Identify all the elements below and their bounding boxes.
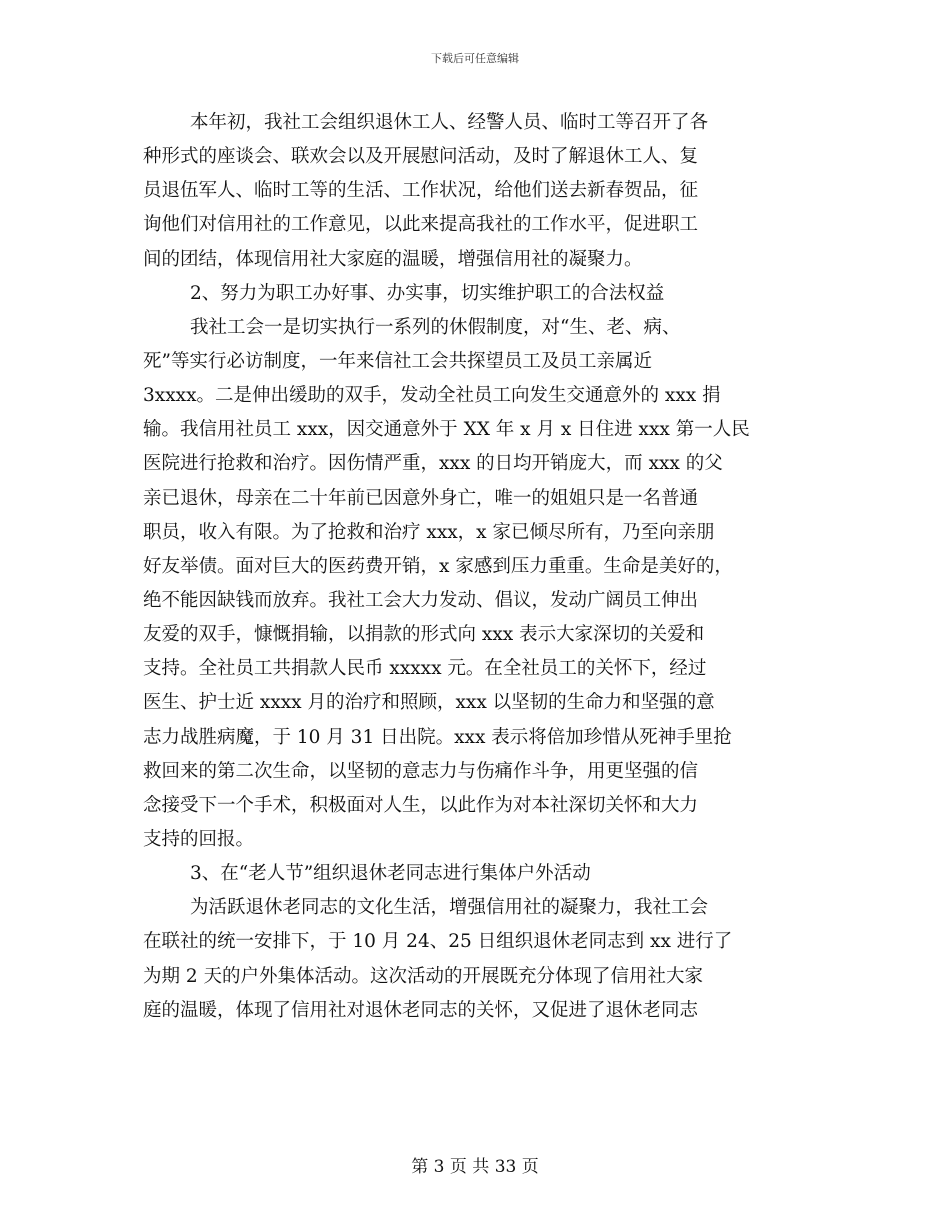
- paragraph-line: 在联社的统一安排下，于 10 月 24、25 日组织退休老同志到 xx 进行了: [143, 931, 733, 953]
- paragraph-line: 医生、护士近 xxxx 月的治疗和照顾，xxx 以坚韧的生命力和坚强的意: [143, 692, 715, 714]
- paragraph-line: 询他们对信用社的工作意见，以此来提高我社的工作水平，促进职工: [143, 214, 699, 236]
- document-body: [143, 106, 808, 1028]
- section-heading: 3、在“老人节”组织退休老同志进行集体户外活动: [190, 863, 591, 885]
- paragraph-line: 本年初，我社工会组织退休工人、经警人员、临时工等召开了各: [190, 112, 709, 133]
- paragraph-line: 支持。全社员工共捐款人民币 xxxxx 元。在全社员工的关怀下，经过: [143, 658, 707, 680]
- paragraph-line: 为活跃退休老同志的文化生活，增强信用社的凝聚力，我社工会: [190, 897, 709, 919]
- paragraph-line: 员退伍军人、临时工等的生活、工作状况，给他们送去新春贺品，征: [143, 180, 699, 202]
- paragraph-line: 庭的温暖，体现了信用社对退休老同志的关怀，又促进了退休老同志: [143, 999, 699, 1021]
- paragraph-line: 绝不能因缺钱而放弃。我社工会大力发动、倡议，发动广阔员工伸出: [143, 589, 699, 611]
- paragraph-line: 念接受下一个手术，积极面对人生，以此作为对本社深切关怀和大力: [143, 794, 699, 816]
- paragraph-line: 我社工会一是切实执行一系列的休假制度，对“生、老、病、: [190, 316, 681, 338]
- paragraph-line: 救回来的第二次生命，以坚韧的意志力与伤痛作斗争，用更坚强的信: [143, 760, 699, 782]
- page-header: 下载后可任意编辑: [431, 52, 519, 65]
- paragraph-line: 好友举债。面对巨大的医药费开销，x 家感到压力重重。生命是美好的，: [143, 555, 733, 577]
- paragraph-line: 种形式的座谈会、联欢会以及开展慰问活动，及时了解退休工人、复: [143, 146, 699, 168]
- paragraph-line: 输。我信用社员工 xxx，因交通意外于 XX 年 x 月 x 日住进 xxx 第一人民: [143, 419, 750, 441]
- paragraph-line: 支持的回报。: [143, 828, 255, 850]
- section-heading: 2、努力为职工办好事、办实事，切实维护职工的合法权益: [190, 282, 665, 304]
- paragraph-line: 友爱的双手，慷慨捐输，以捐款的形式向 xxx 表示大家深切的关爱和: [143, 624, 705, 646]
- paragraph-line: 医院进行抢救和治疗。因伤情严重，xxx 的日均开销庞大，而 xxx 的父: [143, 453, 723, 475]
- paragraph-line: 死”等实行必访制度，一年来信社工会共探望员工及员工亲属近: [143, 350, 652, 372]
- paragraph-line: 亲已退休，母亲在二十年前已因意外身亡，唯一的姐姐只是一名普通: [143, 487, 699, 509]
- paragraph-line: 职员，收入有限。为了抢救和治疗 xxx，x 家已倾尽所有，乃至向亲朋: [143, 521, 715, 543]
- paragraph-line: 志力战胜病魔，于 10 月 31 日出院。xxx 表示将倍加珍惜从死神手里抢: [143, 726, 732, 748]
- paragraph-line: 间的团结，体现信用社大家庭的温暖，增强信用社的凝聚力。: [143, 248, 643, 270]
- page-footer: 第 3 页 共 33 页: [411, 1157, 539, 1177]
- paragraph-line: 3xxxx。二是伸出缓助的双手，发动全社员工向发生交通意外的 xxx 捐: [143, 385, 721, 407]
- paragraph-line: 为期 2 天的户外集体活动。这次活动的开展既充分体现了信用社大家: [143, 965, 704, 987]
